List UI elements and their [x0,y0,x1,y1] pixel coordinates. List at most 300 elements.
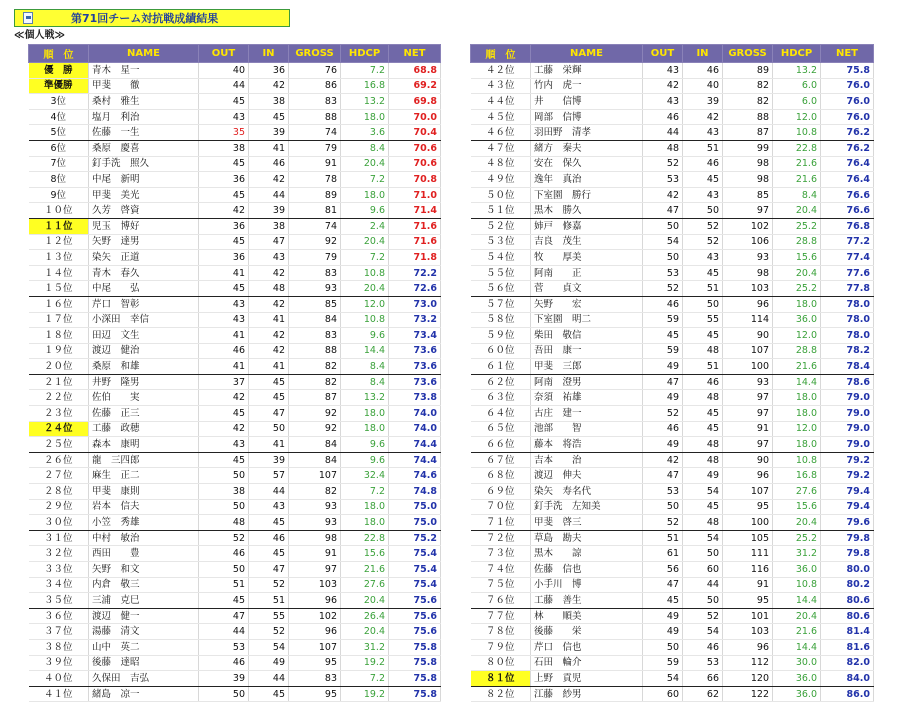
hdcp-cell: 13.2 [773,63,821,79]
net-cell: 76.0 [821,109,874,125]
out-cell: 47 [643,203,683,219]
hdcp-cell: 18.0 [341,499,389,515]
table-row [471,250,874,266]
table-row [471,530,874,546]
rank-cell: ７５位 [471,577,531,593]
net-cell: 71.4 [389,203,441,219]
out-cell: 44 [643,125,683,141]
hdcp-cell: 14.4 [341,343,389,359]
name-cell: 児玉 博好 [89,218,199,234]
table-row [29,639,441,655]
net-cell: 74.6 [389,468,441,484]
hdcp-cell: 18.0 [341,406,389,422]
name-cell: 久芳 啓資 [89,203,199,219]
out-cell: 54 [643,234,683,250]
rank-cell: ２０位 [29,359,89,375]
table-row [29,125,441,141]
hdcp-cell: 20.4 [341,624,389,640]
net-cell: 75.8 [389,639,441,655]
out-cell: 46 [643,296,683,312]
net-cell: 79.2 [821,468,874,484]
table-row [29,406,441,422]
rank-cell: ６３位 [471,390,531,406]
in-cell: 50 [249,421,289,437]
in-cell: 46 [683,63,723,79]
name-cell: 林 順美 [531,608,643,624]
net-cell: 74.0 [389,421,441,437]
out-cell: 49 [643,359,683,375]
out-cell: 43 [199,437,249,453]
table-row [29,328,441,344]
hdcp-cell: 21.6 [773,172,821,188]
gross-cell: 102 [289,608,341,624]
table-row [29,187,441,203]
gross-cell: 76 [289,63,341,79]
hdcp-cell: 27.6 [773,484,821,500]
gross-cell: 95 [289,655,341,671]
name-cell: 青木 春久 [89,265,199,281]
hdcp-cell: 13.2 [341,390,389,406]
hdcp-cell: 7.2 [341,484,389,500]
hdcp-cell: 19.2 [341,686,389,702]
rank-cell: ２５位 [29,437,89,453]
in-cell: 43 [683,125,723,141]
table-row [471,343,874,359]
rank-cell: ４１位 [29,686,89,702]
name-cell: 井野 隆男 [89,374,199,390]
hdcp-cell: 15.6 [773,250,821,266]
out-cell: 49 [643,390,683,406]
out-cell: 42 [199,390,249,406]
net-cell: 78.0 [821,296,874,312]
section-label: ≪個人戦≫ [14,30,65,41]
table-row [471,671,874,687]
net-cell: 73.8 [389,390,441,406]
rank-cell: ７３位 [471,546,531,562]
out-cell: 45 [199,156,249,172]
gross-cell: 105 [723,530,773,546]
hdcp-cell: 8.4 [341,359,389,375]
in-cell: 39 [249,125,289,141]
out-cell: 54 [643,671,683,687]
rank-cell: １９位 [29,343,89,359]
out-cell: 48 [199,515,249,531]
rank-cell: ４７位 [471,140,531,156]
gross-cell: 85 [723,187,773,203]
hdcp-cell: 20.4 [341,156,389,172]
out-cell: 40 [199,63,249,79]
rank-cell: １８位 [29,328,89,344]
out-cell: 39 [199,671,249,687]
net-cell: 71.8 [389,250,441,266]
table-row [29,203,441,219]
hdcp-cell: 9.6 [341,452,389,468]
hdcp-cell: 28.8 [773,343,821,359]
name-cell: 矢野 宏 [531,296,643,312]
out-cell: 50 [643,250,683,266]
rank-cell: ５０位 [471,187,531,203]
hdcp-cell: 16.8 [341,78,389,94]
table-row [471,484,874,500]
rank-cell: ６５位 [471,421,531,437]
table-row [471,218,874,234]
name-cell: 中村 敏治 [89,530,199,546]
net-cell: 71.0 [389,187,441,203]
out-cell: 45 [199,406,249,422]
in-cell: 60 [683,562,723,578]
gross-cell: 87 [723,125,773,141]
table-row [29,374,441,390]
net-cell: 75.8 [389,686,441,702]
gross-cell: 96 [289,624,341,640]
table-row [471,655,874,671]
table-row [29,312,441,328]
out-cell: 37 [199,374,249,390]
net-cell: 80.2 [821,577,874,593]
gross-cell: 107 [289,468,341,484]
net-cell: 75.6 [389,593,441,609]
rank-cell: 4位 [29,109,89,125]
out-cell: 53 [643,172,683,188]
net-cell: 77.6 [821,265,874,281]
gross-cell: 100 [723,359,773,375]
gross-cell: 78 [289,172,341,188]
table-row [471,78,874,94]
rank-cell: ３８位 [29,639,89,655]
gross-cell: 84 [289,437,341,453]
gross-cell: 83 [289,94,341,110]
gross-cell: 95 [723,593,773,609]
table-row [29,234,441,250]
table-row [471,109,874,125]
hdcp-cell: 2.4 [341,218,389,234]
net-cell: 80.6 [821,593,874,609]
out-cell: 41 [199,265,249,281]
out-cell: 56 [643,562,683,578]
name-cell: 佐藤 信也 [531,562,643,578]
table-row [29,593,441,609]
in-cell: 45 [683,328,723,344]
name-cell: 下室園 明二 [531,312,643,328]
gross-cell: 79 [289,140,341,156]
gross-cell: 93 [723,250,773,266]
out-cell: 41 [199,359,249,375]
net-cell: 74.0 [389,406,441,422]
header-name: NAME [89,45,199,63]
name-cell: 湯藤 清文 [89,624,199,640]
rank-cell: ２４位 [29,421,89,437]
name-cell: 桑原 和雄 [89,359,199,375]
net-cell: 76.0 [821,78,874,94]
gross-cell: 74 [289,125,341,141]
net-cell: 75.6 [389,624,441,640]
rank-cell: ６６位 [471,437,531,453]
in-cell: 46 [683,639,723,655]
out-cell: 50 [199,499,249,515]
gross-cell: 96 [723,468,773,484]
net-cell: 74.4 [389,437,441,453]
in-cell: 47 [249,234,289,250]
gross-cell: 86 [289,78,341,94]
hdcp-cell: 31.2 [773,546,821,562]
in-cell: 45 [683,499,723,515]
gross-cell: 103 [723,624,773,640]
gross-cell: 96 [723,639,773,655]
out-cell: 47 [643,468,683,484]
gross-cell: 92 [289,234,341,250]
net-cell: 73.6 [389,359,441,375]
out-cell: 52 [643,156,683,172]
in-cell: 48 [683,515,723,531]
in-cell: 42 [249,343,289,359]
hdcp-cell: 20.4 [341,234,389,250]
table-row [471,468,874,484]
rank-cell: ７２位 [471,530,531,546]
table-row [471,546,874,562]
rank-cell: １２位 [29,234,89,250]
table-row [29,250,441,266]
rank-cell: ７０位 [471,499,531,515]
out-cell: 52 [643,406,683,422]
rank-cell: ８２位 [471,686,531,702]
in-cell: 39 [249,203,289,219]
rank-cell: 6位 [29,140,89,156]
header-name: NAME [531,45,643,63]
table-row [471,577,874,593]
net-cell: 78.2 [821,343,874,359]
in-cell: 57 [249,468,289,484]
rank-cell: ３０位 [29,515,89,531]
in-cell: 43 [249,250,289,266]
in-cell: 42 [683,109,723,125]
out-cell: 48 [643,140,683,156]
hdcp-cell: 27.6 [341,577,389,593]
gross-cell: 97 [723,437,773,453]
net-cell: 75.8 [821,63,874,79]
gross-cell: 82 [289,484,341,500]
hdcp-cell: 20.4 [341,281,389,297]
rank-cell: ４０位 [29,671,89,687]
header-out: OUT [199,45,249,63]
net-cell: 72.6 [389,281,441,297]
hdcp-cell: 12.0 [773,328,821,344]
name-cell: 甲斐 三郎 [531,359,643,375]
rank-cell: ４９位 [471,172,531,188]
gross-cell: 91 [289,156,341,172]
gross-cell: 107 [289,639,341,655]
name-cell: 佐藤 正三 [89,406,199,422]
gross-cell: 90 [723,328,773,344]
in-cell: 43 [249,499,289,515]
hdcp-cell: 7.2 [341,250,389,266]
name-cell: 黒木 諒 [531,546,643,562]
net-cell: 72.2 [389,265,441,281]
out-cell: 45 [643,593,683,609]
table-row [29,546,441,562]
table-row [29,296,441,312]
table-row [29,671,441,687]
rank-cell: ７１位 [471,515,531,531]
name-cell: 染矢 正道 [89,250,199,266]
name-cell: 工藤 善生 [531,593,643,609]
net-cell: 74.8 [389,484,441,500]
hdcp-cell: 15.6 [341,546,389,562]
name-cell: 芹口 智彰 [89,296,199,312]
gross-cell: 90 [723,452,773,468]
gross-cell: 83 [289,671,341,687]
net-cell: 75.4 [389,546,441,562]
rank-cell: ２８位 [29,484,89,500]
hdcp-cell: 25.2 [773,218,821,234]
table-row [29,484,441,500]
table-row [471,686,874,702]
name-cell: 渡辺 健一 [89,608,199,624]
net-cell: 78.0 [821,312,874,328]
rank-cell: 5位 [29,125,89,141]
table-row [471,359,874,375]
rank-cell: ５８位 [471,312,531,328]
net-cell: 79.8 [821,546,874,562]
hdcp-cell: 6.0 [773,78,821,94]
gross-cell: 97 [723,390,773,406]
out-cell: 47 [643,577,683,593]
gross-cell: 88 [723,109,773,125]
hdcp-cell: 14.4 [773,593,821,609]
gross-cell: 82 [289,359,341,375]
in-cell: 39 [683,94,723,110]
gross-cell: 100 [723,515,773,531]
out-cell: 46 [199,546,249,562]
name-cell: 後藤 達昭 [89,655,199,671]
out-cell: 42 [199,203,249,219]
table-header-row [471,45,874,63]
hdcp-cell: 10.8 [773,125,821,141]
name-cell: 渡辺 健治 [89,343,199,359]
net-cell: 70.8 [389,172,441,188]
name-cell: 黒木 勝久 [531,203,643,219]
in-cell: 53 [683,655,723,671]
rank-cell: 優 勝 [29,63,89,79]
rank-cell: １３位 [29,250,89,266]
rank-cell: ５７位 [471,296,531,312]
hdcp-cell: 6.0 [773,94,821,110]
out-cell: 41 [199,328,249,344]
in-cell: 52 [683,234,723,250]
hdcp-cell: 8.4 [341,140,389,156]
in-cell: 42 [249,265,289,281]
table-row [471,406,874,422]
hdcp-cell: 18.0 [773,390,821,406]
rank-cell: ２６位 [29,452,89,468]
net-cell: 75.0 [389,515,441,531]
out-cell: 36 [199,172,249,188]
net-cell: 76.6 [821,203,874,219]
gross-cell: 95 [723,499,773,515]
in-cell: 47 [249,562,289,578]
net-cell: 79.0 [821,406,874,422]
table-row [29,468,441,484]
hdcp-cell: 10.8 [341,312,389,328]
header-net: NET [821,45,874,63]
hdcp-cell: 21.6 [773,156,821,172]
in-cell: 49 [683,468,723,484]
table-row [29,172,441,188]
in-cell: 46 [249,156,289,172]
hdcp-cell: 22.8 [341,530,389,546]
gross-cell: 74 [289,218,341,234]
out-cell: 51 [199,577,249,593]
hdcp-cell: 12.0 [773,421,821,437]
out-cell: 52 [199,530,249,546]
table-row [29,390,441,406]
in-cell: 46 [683,374,723,390]
table-row [471,125,874,141]
in-cell: 40 [683,78,723,94]
net-cell: 73.6 [389,374,441,390]
table-row [29,140,441,156]
net-cell: 82.0 [821,655,874,671]
table-row [29,94,441,110]
out-cell: 47 [199,608,249,624]
gross-cell: 82 [723,94,773,110]
out-cell: 45 [199,234,249,250]
out-cell: 49 [643,624,683,640]
out-cell: 38 [199,140,249,156]
in-cell: 42 [249,296,289,312]
gross-cell: 106 [723,234,773,250]
table-row [471,63,874,79]
in-cell: 54 [249,639,289,655]
table-row [29,156,441,172]
net-cell: 84.0 [821,671,874,687]
net-cell: 78.4 [821,359,874,375]
in-cell: 44 [249,187,289,203]
rank-cell: ５３位 [471,234,531,250]
net-cell: 79.0 [821,437,874,453]
gross-cell: 112 [723,655,773,671]
gross-cell: 91 [723,421,773,437]
in-cell: 38 [249,94,289,110]
out-cell: 50 [199,562,249,578]
net-cell: 70.6 [389,156,441,172]
net-cell: 75.4 [389,577,441,593]
name-cell: 上野 貢児 [531,671,643,687]
name-cell: 久保田 吉弘 [89,671,199,687]
table-row [471,203,874,219]
in-cell: 41 [249,140,289,156]
net-cell: 77.4 [821,250,874,266]
hdcp-cell: 36.0 [773,562,821,578]
net-cell: 75.8 [389,655,441,671]
table-header-row [29,45,441,63]
table-row [471,437,874,453]
table-row [471,94,874,110]
hdcp-cell: 20.4 [773,203,821,219]
net-cell: 70.0 [389,109,441,125]
in-cell: 51 [683,281,723,297]
header-gross: GROSS [289,45,341,63]
out-cell: 43 [643,94,683,110]
out-cell: 53 [643,484,683,500]
in-cell: 43 [683,250,723,266]
name-cell: 草島 勘夫 [531,530,643,546]
net-cell: 76.0 [821,94,874,110]
table-row [29,608,441,624]
out-cell: 46 [199,655,249,671]
out-cell: 45 [199,94,249,110]
out-cell: 42 [199,421,249,437]
rank-cell: １５位 [29,281,89,297]
